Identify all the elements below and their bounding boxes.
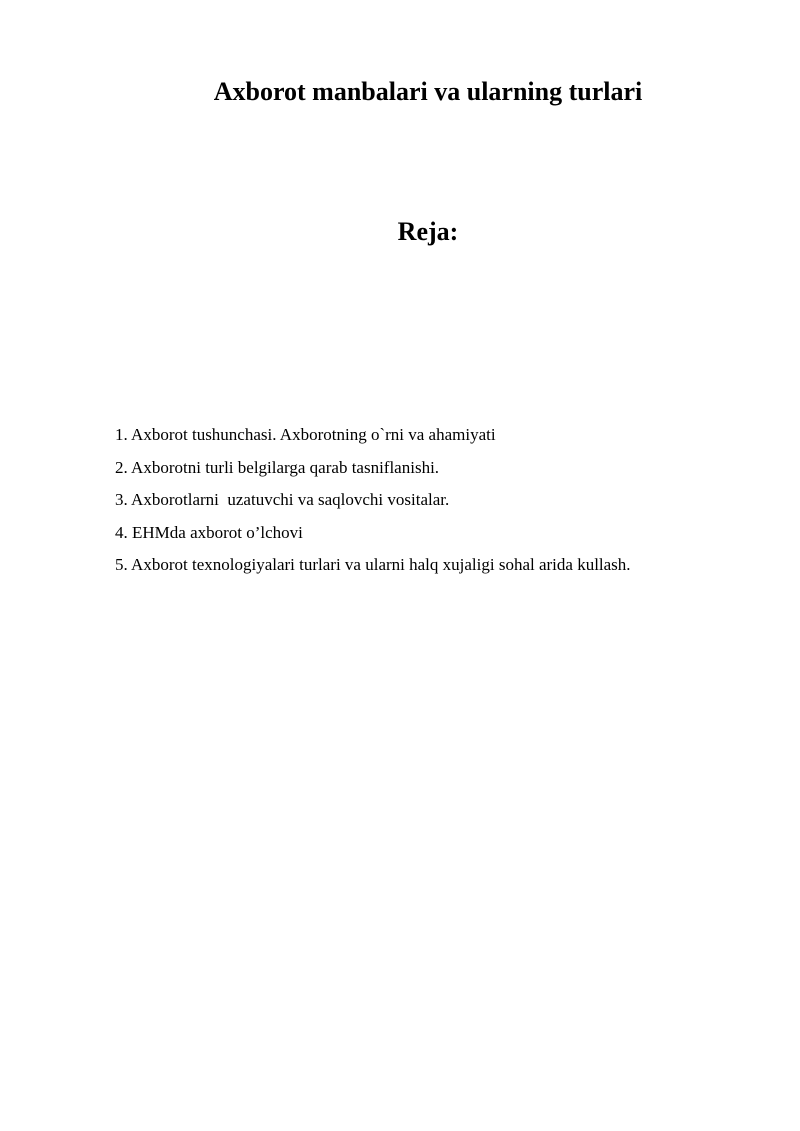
plan-item-5: 5. Axborot texnologiyalari turlari va ularni halq xujaligi sohal arida kullash. (115, 555, 631, 574)
plan-item-4: 4. EHMda axborot o’lchovi (115, 522, 303, 542)
document-title: Axborot manbalari va ularning turlari (213, 77, 643, 106)
plan-item-1: 1. Axborot tushunchasi. Axborotning o`rni va ahamiyati (115, 425, 496, 444)
plan-heading: Reja: (397, 217, 459, 246)
plan-item-3: 3. Axborotlarni uzatuvchi va saqlovchi vositalar. (115, 490, 450, 509)
plan-list (115, 424, 631, 587)
plan-item-2: 2. Axborotni turli belgilarga qarab tasniflanishi. (115, 457, 440, 477)
